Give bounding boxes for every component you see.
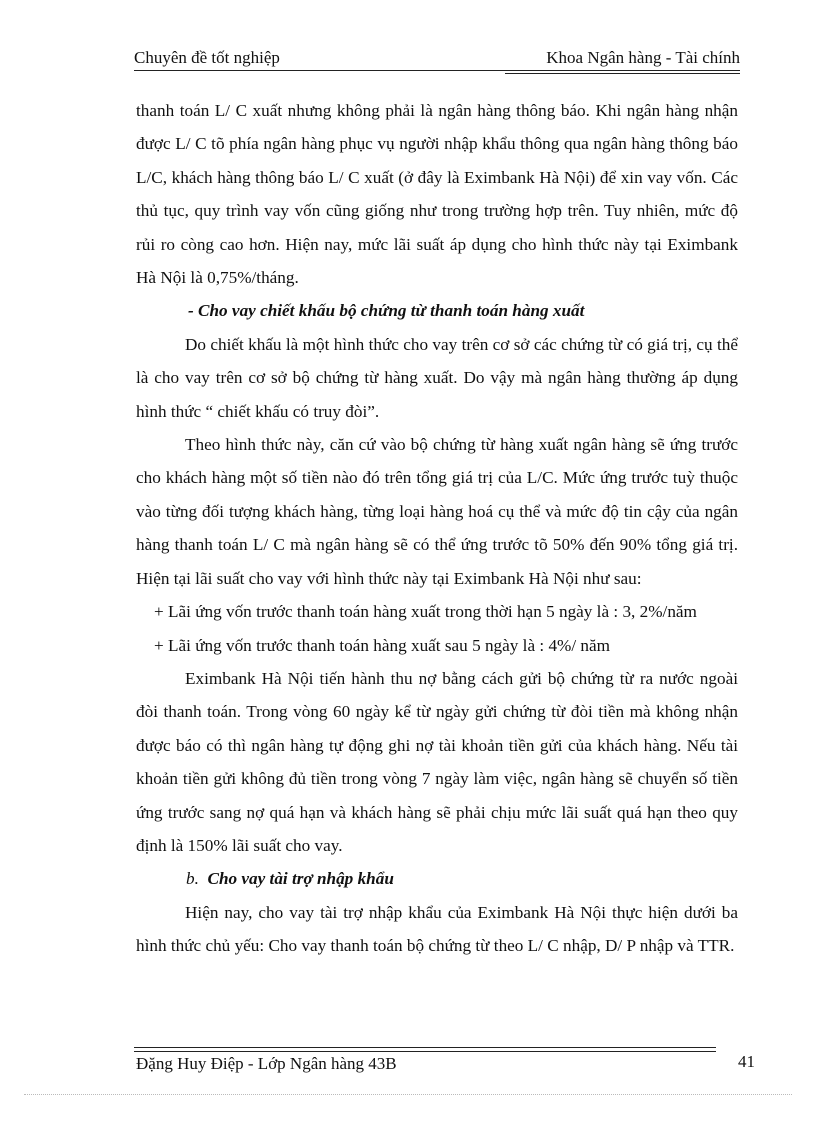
header-rule [134, 70, 740, 71]
footer-rule [134, 1047, 716, 1048]
section-label: b. [186, 869, 199, 889]
bullet-rate-within-5-days: + Lãi ứng vốn trước thanh toán hàng xuất trong thời hạn 5 ngày là : 3, 2%/năm [154, 602, 697, 622]
page-break-divider [24, 1094, 792, 1095]
section-heading-import-finance [136, 862, 738, 895]
section-heading-discount: - Cho vay chiết khấu bộ chứng từ thanh toán hàng xuất [188, 301, 585, 321]
header-title-right: Khoa Ngân hàng - Tài chính [546, 48, 740, 67]
paragraph-discount-intro: Do chiết khấu là một hình thức cho vay trên cơ sở các chứng từ có giá trị, cụ thể là cho vay trên cơ sở bộ chứng từ hàng xuất. Do vậy mà ngân hàng thường áp dụng hình thức “ chiết khấu có truy đòi”. [136, 334, 738, 421]
section-heading-text: Cho vay tài trợ nhập khẩu [207, 869, 394, 889]
paragraph-debt-collection: Eximbank Hà Nội tiến hành thu nợ bằng cách gửi bộ chứng từ ra nước ngoài đòi thanh toán. Trong vòng 60 ngày kể từ ngày gửi chứng từ đòi tiền mà không nhận được báo có thì ngân hàng tự động ghi nợ tài khoản tiền gửi của khách hàng. Nếu tài khoản tiền gửi không đủ tiền trong vòng 7 ngày làm việc, ngân hàng sẽ chuyển số tiền ứng trước sang nợ quá hạn và khách hàng sẽ phải chịu mức lãi suất quá hạn theo quy định là 150% lãi suất cho vay. [136, 668, 738, 855]
paragraph-advance: Theo hình thức này, căn cứ vào bộ chứng từ hàng xuất ngân hàng sẽ ứng trước cho khách hàng một số tiền nào đó trên tổng giá trị của L/C. Mức ứng trước tuỳ thuộc vào từng đối tượng khách hàng, từng loại hàng hoá cụ thể và mức độ tin cậy của ngân hàng thanh toán L/ C mà ngân hàng sẽ có thể ứng trước tõ 50% đến 90% tổng giá trị. Hiện tại lãi suất cho vay với hình thức này tại Eximbank Hà Nội như sau: [136, 435, 738, 588]
page-header [134, 48, 740, 72]
paragraph-import-finance: Hiện nay, cho vay tài trợ nhập khẩu của Eximbank Hà Nội thực hiện dưới ba hình thức chủ yếu: Cho vay thanh toán bộ chứng từ theo L/ C nhập, D/ P nhập và TTR. [136, 902, 738, 956]
bullet-rate-after-5-days: + Lãi ứng vốn trước thanh toán hàng xuất sau 5 ngày là : 4%/ năm [154, 635, 611, 655]
page-number: 41 [738, 1052, 755, 1071]
document-body [136, 94, 738, 963]
header-title-left: Chuyên đề tốt nghiệp [134, 48, 280, 67]
paragraph-continuation: thanh toán L/ C xuất nhưng không phải là ngân hàng thông báo. Khi ngân hàng nhận được L/ C tõ phía ngân hàng phục vụ người nhập khẩu thông qua ngân hàng thông báo L/C, khách hàng thông báo L/ C xuất (ở đây là Eximbank Hà Nội) để xin vay vốn. Các thủ tục, quy trình vay vốn cũng giống như trong trường hợp trên. Tuy nhiên, mức độ rủi ro còng cao hơn. Hiện nay, mức lãi suất áp dụng cho hình thức này tại Eximbank Hà Nội là 0,75%/tháng. [136, 101, 738, 288]
footer-author: Đặng Huy Điệp - Lớp Ngân hàng 43B [136, 1054, 397, 1073]
footer-rule-double [134, 1051, 716, 1052]
header-rule-short [505, 73, 740, 74]
